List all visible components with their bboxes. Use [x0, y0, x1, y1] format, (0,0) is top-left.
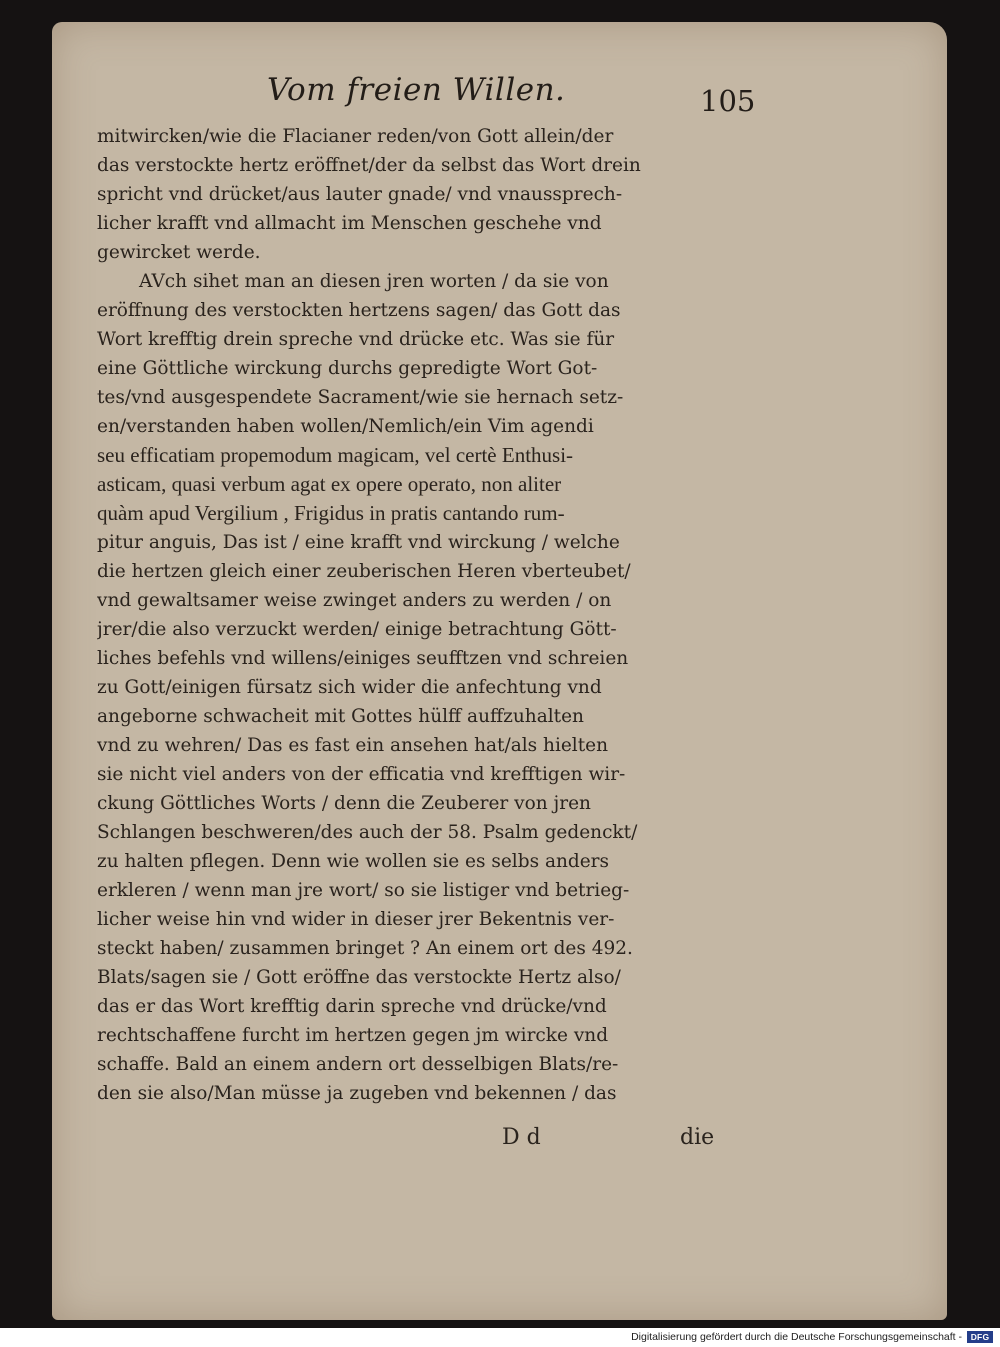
text-line: rechtschaffene furcht im hertzen gegen jm wircke vnd [97, 1025, 609, 1046]
text-line: Wort krefftig drein spreche vnd drücke etc. Was sie für [97, 329, 615, 350]
text-line: die hertzen gleich einer zeuberischen Heren vberteubet/ [97, 561, 631, 582]
text-line: seu efficatiam propemodum magicam, vel certè Enthusi- [97, 443, 574, 467]
text-line: zu Gott/einigen fürsatz sich wider die anfechtung vnd [97, 677, 602, 698]
text-line: vnd gewaltsamer weise zwinget anders zu werden / on [97, 590, 612, 611]
text-line: ckung Göttliches Worts / denn die Zeuberer von jren [97, 793, 591, 814]
body-text [97, 122, 797, 1108]
text-line: licher krafft vnd allmacht im Menschen geschehe vnd [97, 213, 602, 234]
text-line: liches befehls vnd willens/einiges seufftzen vnd schreien [97, 648, 629, 669]
text-line: das er das Wort krefftig darin spreche vnd drücke/vnd [97, 996, 607, 1017]
text-line: spricht vnd drücket/aus lauter gnade/ vnd vnaussprech- [97, 184, 623, 205]
text-line: asticam, quasi verbum agat ex opere operato, non aliter [97, 472, 562, 496]
running-head: Vom freien Willen. [267, 72, 566, 108]
text-line: quàm apud Vergilium , Frigidus in pratis cantando rum- [97, 501, 565, 525]
text-line: sie nicht viel anders von der efficatia vnd krefftigen wir- [97, 764, 626, 785]
text-line: AVch sihet man an diesen jren worten / da sie von [139, 271, 609, 292]
text-line: tes/vnd ausgespendete Sacrament/wie sie hernach setz- [97, 387, 624, 408]
text-line: Schlangen beschweren/des auch der 58. Psalm gedenckt/ [97, 822, 638, 843]
text-line: jrer/die also verzuckt werden/ einige betrachtung Gött- [97, 619, 617, 640]
text-line: vnd zu wehren/ Das es fast ein ansehen hat/als hielten [97, 735, 609, 756]
text-line: mitwircken/wie die Flacianer reden/von Gott allein/der [97, 126, 614, 147]
dfg-logo: DFG [967, 1331, 993, 1343]
text-line: gewircket werde. [97, 242, 261, 263]
catchword: die [680, 1125, 715, 1150]
page-number: 105 [700, 84, 756, 118]
text-line: zu halten pflegen. Denn wie wollen sie es selbs anders [97, 851, 610, 872]
text-line: steckt haben/ zusammen bringet ? An einem ort des 492. [97, 938, 633, 959]
text-line: Blats/sagen sie / Gott eröffne das verstockte Hertz also/ [97, 967, 621, 988]
text-line: den sie also/Man müsse ja zugeben vnd bekennen / das [97, 1083, 617, 1104]
book-page [52, 22, 947, 1320]
digitization-footer [0, 1328, 1000, 1347]
text-line: schaffe. Bald an einem andern ort desselbigen Blats/re- [97, 1054, 619, 1075]
text-line: erkleren / wenn man jre wort/ so sie listiger vnd betrieg- [97, 880, 630, 901]
text-line: das verstockte hertz eröffnet/der da selbst das Wort drein [97, 155, 641, 176]
text-line: pitur anguis, Das ist / eine krafft vnd wirckung / welche [97, 532, 620, 553]
signature-mark: D d [502, 1125, 541, 1150]
text-line: en/verstanden haben wollen/Nemlich/ein Vim agendi [97, 416, 594, 437]
text-line: licher weise hin vnd wider in dieser jrer Bekentnis ver- [97, 909, 615, 930]
text-line: eröffnung des verstockten hertzens sagen/ das Gott das [97, 300, 621, 321]
text-line: angeborne schwacheit mit Gottes hülff auffzuhalten [97, 706, 584, 727]
funding-credit: Digitalisierung gefördert durch die Deutsche Forschungsgemeinschaft - [631, 1331, 962, 1343]
text-line: eine Göttliche wirckung durchs gepredigte Wort Got- [97, 358, 598, 379]
